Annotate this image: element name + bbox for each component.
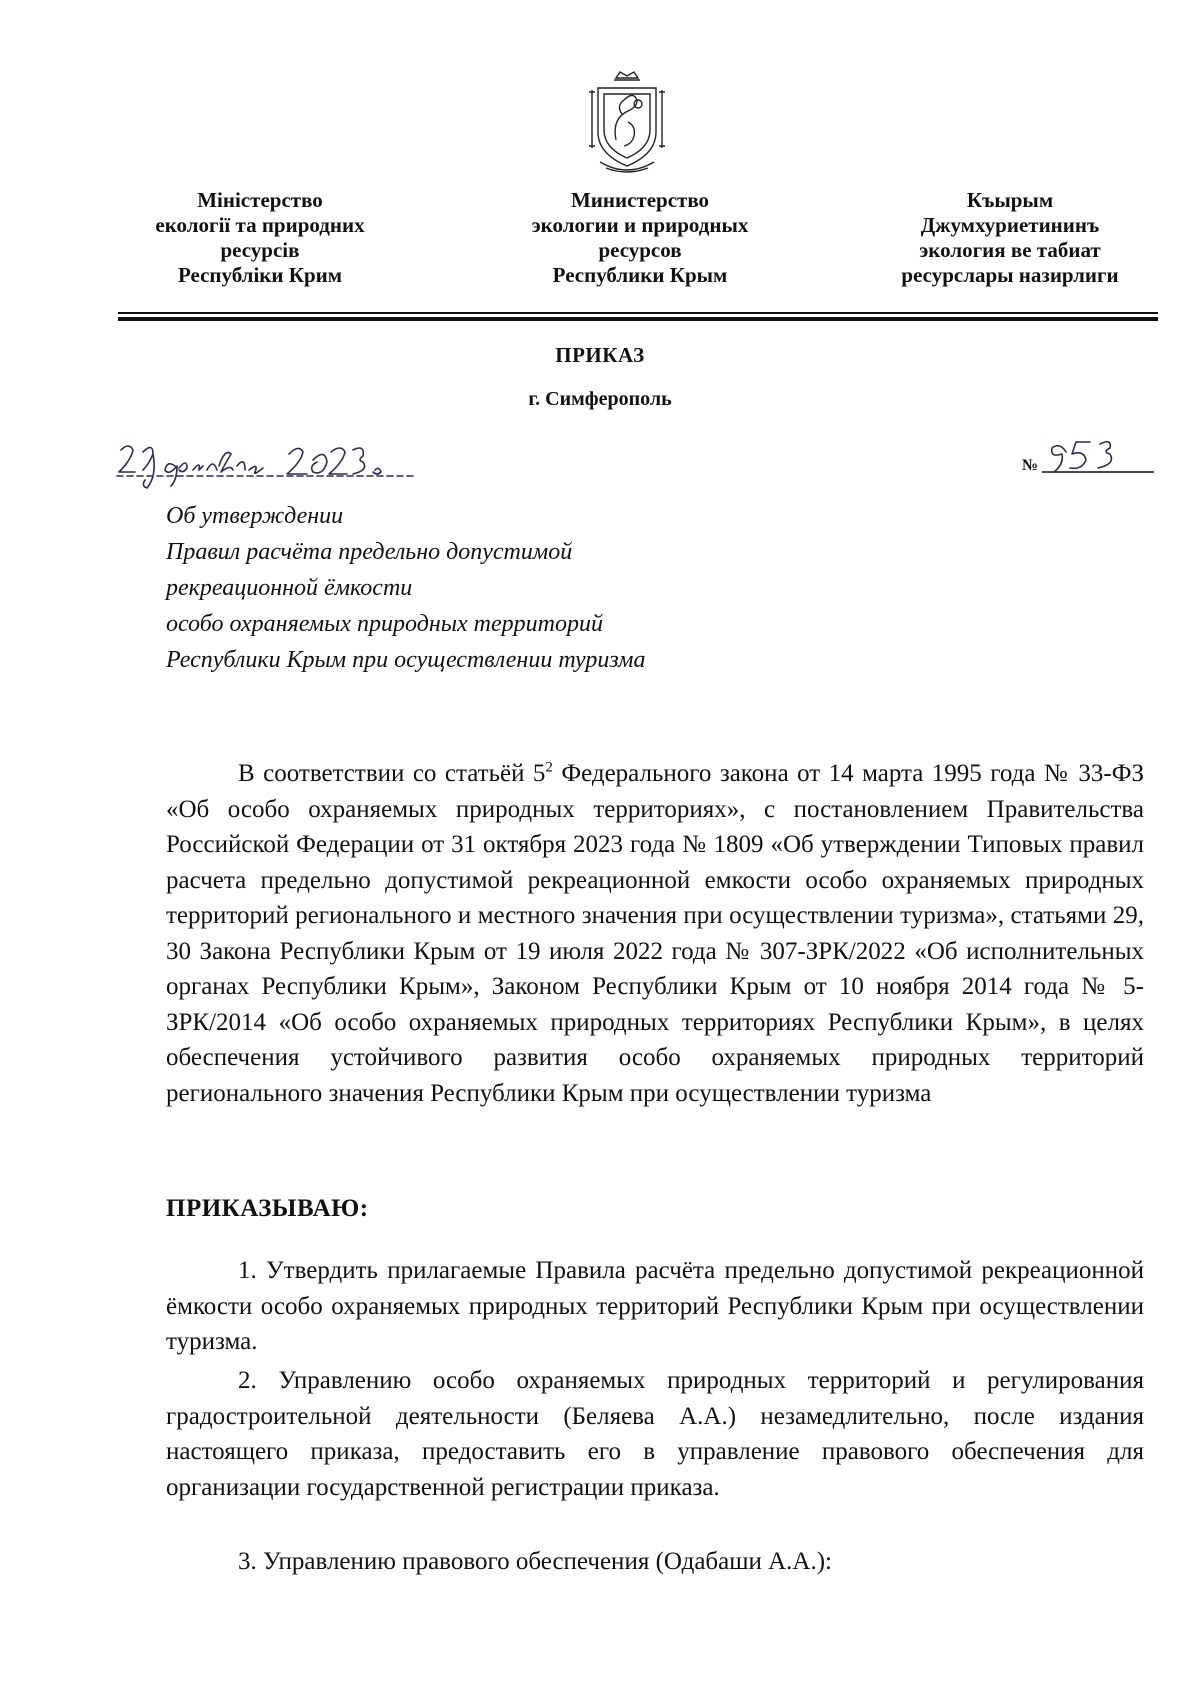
document-type: ПРИКАЗ (555, 343, 645, 367)
document-city: г. Симферополь (528, 388, 672, 410)
subject-line: Республики Крым при осуществлении туризма (166, 647, 646, 673)
header-line: Къырым (966, 188, 1054, 212)
order-item-3: 3. Управлению правового обеспечения (Одабаши А.А.): (238, 1548, 833, 1575)
header-line: ресурслары назирлиги (901, 263, 1119, 287)
header-line: екології та природних (155, 213, 365, 237)
preamble-text-rest: Федерального закона от 14 марта 1995 года № 33-ФЗ «Об особо охраняемых природных территориях», с постановлением Правительства Российской Федерации от 31 октября 2023 года № 1809 «Об утверждении Типовых правил расчета предельно допустимой рекреационной емкости особо охраняемых природных территорий регионального и местного значения при осуществлении туризма», статьями 29, 30 Закона Республики Крым от 19 июля 2022 года № 307-ЗРК/2022 «Об исполнительных органах Республики Крым», Законом Республики Крым от 10 ноября 2014 года № 5-ЗРК/2014 «Об особо охраняемых природных территориях Республики Крым», в целях обеспечения устойчивого развития особо охраняемых природных территорий регионального значения Республики Крым при осуществлении туризма (166, 760, 1144, 1107)
article-superscript: 2 (545, 759, 553, 776)
preamble-paragraph (166, 756, 1144, 1111)
subject-line: Правил расчёта предельно допустимой (166, 539, 573, 565)
header-divider-thick (118, 317, 1158, 321)
handwritten-date (113, 436, 423, 492)
header-line: экология ве табиат (919, 238, 1101, 262)
order-item-1: 1. Утвердить прилагаемые Правила расчёта предельно допустимой рекреационной ёмкости особо охраняемых природных территорий Республики Крым при осуществлении туризма. (166, 1257, 1144, 1355)
header-line: Джумхуриетининъ (920, 213, 1100, 237)
header-ukrainian (120, 188, 400, 288)
header-russian (490, 188, 790, 288)
order-item-2: 2. Управлению особо охраняемых природных территорий и регулирования градостроительной деятельности (Беляева А.А.) незамедлительно, после издания настоящего приказа, предоставить его в управление правового обеспечения для организации государственной регистрации приказа. (166, 1367, 1144, 1501)
document-subject (166, 498, 645, 678)
subject-line: Об утверждении (166, 503, 344, 529)
header-divider-thin (118, 312, 1158, 314)
handwritten-number (1042, 432, 1157, 480)
header-line: ресурсів (220, 238, 300, 262)
header-line: Республіки Крим (177, 263, 343, 287)
subject-line: особо охраняемых природных территорий (166, 611, 603, 637)
number-label: № (1022, 457, 1039, 474)
coat-of-arms-emblem (586, 70, 668, 178)
header-line: ресурсов (598, 238, 682, 262)
header-line: Республики Крым (552, 263, 728, 287)
subject-line: рекреационной ёмкости (166, 575, 413, 601)
header-line: Министерство (570, 188, 710, 212)
orders-heading: ПРИКАЗЫВАЮ: (166, 1195, 369, 1222)
header-line: экологии и природных (531, 213, 749, 237)
header-crimean-tatar (865, 188, 1155, 288)
header-line: Міністерство (197, 188, 323, 212)
preamble-text-start: В соответствии со статьёй 5 (238, 760, 546, 787)
